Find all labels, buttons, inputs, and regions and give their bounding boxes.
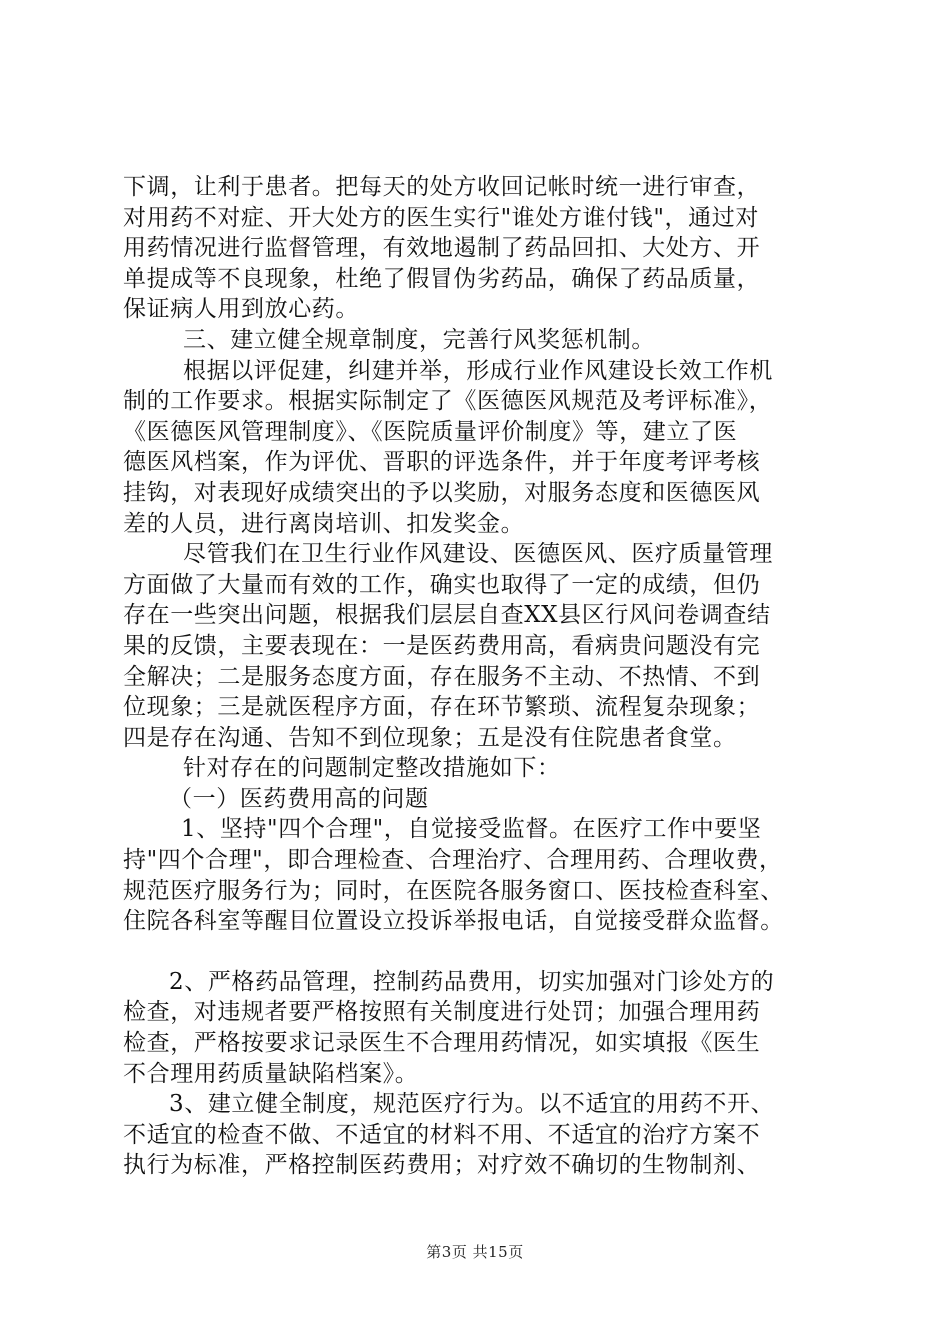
text-line: 保证病人用到放心药。 [123,296,359,323]
paragraph-start: 尽管我们在卫生行业作风建设、医德医风、医疗质量管理 [183,541,773,568]
text-line: 全解决；二是服务态度方面，存在服务不主动、不热情、不到 [123,663,761,690]
text-line: 用药情况进行监督管理，有效地遏制了药品回扣、大处方、开 [123,235,761,262]
page-number-footer: 第3页 共15页 [426,1243,524,1261]
text-line: 不适宜的检查不做、不适宜的材料不用、不适宜的治疗方案不 [123,1121,761,1148]
text-line: 德医风档案，作为评优、晋职的评选条件，并于年度考评考核 [123,449,761,476]
section-heading: 三、建立健全规章制度，完善行风奖惩机制。 [183,326,655,353]
paragraph-start: 根据以评促建，纠建并举，形成行业作风建设长效工作机 [183,357,773,384]
text-line: 挂钩，对表现好成绩突出的予以奖励，对服务态度和医德医风 [123,479,761,506]
paragraph-gap [123,937,843,967]
text-line: 持"四个合理"，即合理检查、合理治疗、合理用药、合理收费， [123,847,783,874]
text-line: 检查，严格按要求记录医生不合理用药情况，如实填报《医生 [123,1030,761,1057]
text-line: 检查，对违规者要严格按照有关制度进行处罚；加强合理用药 [123,999,761,1026]
text-line: 不合理用药质量缺陷档案》。 [123,1060,419,1087]
paragraph-start: 2、严格药品管理，控制药品费用，切实加强对门诊处方的 [169,968,775,995]
text-line: 规范医疗服务行为；同时，在医院各服务窗口、医技检查科室、 [123,877,784,904]
text-line: 果的反馈，主要表现在：一是医药费用高，看病贵问题没有完 [123,632,761,659]
paragraph-start: 1、坚持"四个合理"，自觉接受监督。在医疗工作中要坚 [181,816,762,843]
text-line: 住院各科室等醒目位置设立投诉举报电话，自觉接受群众监督。 [123,908,784,935]
text-line: 四是存在沟通、告知不到位现象；五是没有住院患者食堂。 [123,724,737,751]
text-line: 执行为标准，严格控制医药费用；对疗效不确切的生物制剂、 [123,1152,761,1179]
subsection-heading: （一）医药费用高的问题 [169,785,429,812]
text-line: 《医德医风管理制度》、《医院质量评价制度》等，建立了医 [123,418,738,445]
document-body [123,172,843,1181]
paragraph-start: 针对存在的问题制定整改措施如下： [183,755,561,782]
text-line: 单提成等不良现象，杜绝了假冒伪劣药品，确保了药品质量， [123,265,761,292]
text-line: 对用药不对症、开大处方的医生实行"谁处方谁付钱"，通过对 [123,204,759,231]
paragraph-start: 3、建立健全制度，规范医疗行为。以不适宜的用药不开、 [169,1091,775,1118]
text-line: 方面做了大量而有效的工作，确实也取得了一定的成绩，但仍 [123,571,761,598]
text-line: 差的人员，进行离岗培训、扣发奖金。 [123,510,525,537]
text-line: 存在一些突出问题，根据我们层层自查XX县区行风问卷调查结 [123,602,771,629]
text-line: 制的工作要求。根据实际制定了《医德医风规范及考评标准》， [123,388,773,415]
text-line: 位现象；三是就医程序方面，存在环节繁琐、流程复杂现象； [123,694,761,721]
text-line: 下调，让利于患者。把每天的处方收回记帐时统一进行审查， [123,174,761,200]
